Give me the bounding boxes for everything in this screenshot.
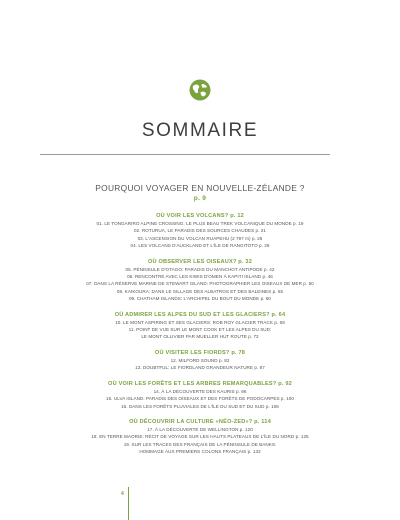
intro-heading [24,183,376,204]
toc-section [24,349,376,372]
toc-entry[interactable]: 06. RENCONTRE AVEC LES KIWIS D'OMEN À KAPITI ISLAND p. 46 [127,274,273,280]
toc-entry[interactable]: 15. ULVA ISLAND: PARADIS DES OISEAUX ET DES FORÊTS DE PODOCARPES p. 100 [105,396,295,402]
toc-entry[interactable]: 05. PÉNINSULE D'OTAGO: PARADIS DU MANCHOT ANTIPODE p. 42 [125,266,275,272]
page-title: SOMMAIRE [141,120,259,141]
toc-section [24,418,376,456]
section-title[interactable]: OÙ DÉCOUVRIR LA CULTURE «NÉO-ZED»? p. 114 [129,418,271,425]
toc-section [24,212,376,250]
toc-section [24,258,376,303]
toc-entry[interactable]: 14. À LA DÉCOUVERTE DES KAURIS p. 96 [153,388,247,394]
toc-entry[interactable]: 17. À LA DÉCOUVERTE DE WELLINGTON p. 120 [147,426,253,432]
toc-entry[interactable]: 16. DANS LES FORÊTS PLUVIALES DE L'ÎLE DU SUD ET DU SUD p. 106 [121,403,279,409]
section-title[interactable]: OÙ VOIR LES FORÊTS ET LES ARBRES REMARQUABLES? p. 92 [108,380,292,387]
globe-icon [189,79,211,101]
sections-list [24,212,376,456]
toc-entry[interactable]: 04. LES VOLCANS D'AUCKLAND ET L'ÎLE DE RANGITOTO p. 28 [130,243,270,249]
toc-entry[interactable]: 07. DANS LA RÉSERVE MARINE DE STEWART ISLAND: PHOTOGRAPHIER LES OISEAUX DE MER p. 50 [86,281,314,287]
toc-entry[interactable]: 01. LE TONGARIRO ALPINE CROSSING: LE PLUS BEAU TREK VOLCANIQUE DU MONDE p. 19 [96,221,304,226]
section-title[interactable]: OÙ VOIR LES VOLCANS? p. 12 [156,213,244,219]
toc-entry[interactable]: 18. EN TERRE MAORIE: RÉCIT DE VOYAGE SUR LES HAUTS PLATEAUX DE L'ÎLE DU NORD p. 125 [91,434,309,440]
toc-entry[interactable]: 11. POINT DE VUE SUR LE MONT COOK ET LES ALPES DU SUD: [128,327,272,333]
toc-entry[interactable]: LE MONT OLLIVIER PAR MUELLER HUT ROUTE p. 72 [141,334,259,340]
toc-section [24,311,376,341]
intro-page-ref: p. 9 [193,195,207,202]
section-title[interactable]: OÙ VISITER LES FIORDS? p. 78 [154,349,246,356]
section-title[interactable]: OÙ ADMIRER LES ALPES DU SUD ET LES GLACIERS? p. 64 [114,311,286,318]
toc-entry[interactable]: HOMMAGE AUX PREMIERS COLONS FRANÇAIS p. 132 [139,449,261,455]
toc-entry[interactable]: 10. LE MONT ASPIRING ET SES GLACIERS: ROB ROY GLACIER TRACK p. 68 [115,319,285,325]
toc-entry[interactable]: 13. DOUBTFUL: LE FIORDLAND GRANDEUR NATURE p. 87 [135,365,265,371]
table-of-contents [24,183,376,456]
title-divider [40,154,330,155]
toc-section [24,380,376,410]
page-footer-rule [128,487,129,520]
page-number: 4 [121,491,124,497]
toc-entry[interactable]: 08. KAIKOURA: DANS LE SILLAGE DES ALBATROS ET DES BALEINES p. 55 [116,288,284,294]
intro-question: POURQUOI VOYAGER EN NOUVELLE-ZÉLANDE ? [95,183,305,193]
toc-entry[interactable]: 02. ROTURUA, LE PARADIS DES SOURCES CHAUDES p. 21 [133,228,267,234]
toc-entry[interactable]: 19. SUR LES TRACES DES FRANÇAIS DE LA PÉNINSULE DE BANKS: [123,441,277,447]
toc-entry[interactable]: 03. L'ASCENSION DU VOLCAN RUAPEHU (2 797 m) p. 26 [137,235,263,241]
toc-entry[interactable]: 09. CHATHAM ISLANDS: L'ARCHIPEL DU BOUT DU MONDE p. 60 [128,296,272,302]
toc-entry[interactable]: 12. MILFORD SOUND p. 82 [170,357,230,363]
section-title[interactable]: OÙ OBSERVER LES OISEAUX? p. 32 [147,258,253,265]
